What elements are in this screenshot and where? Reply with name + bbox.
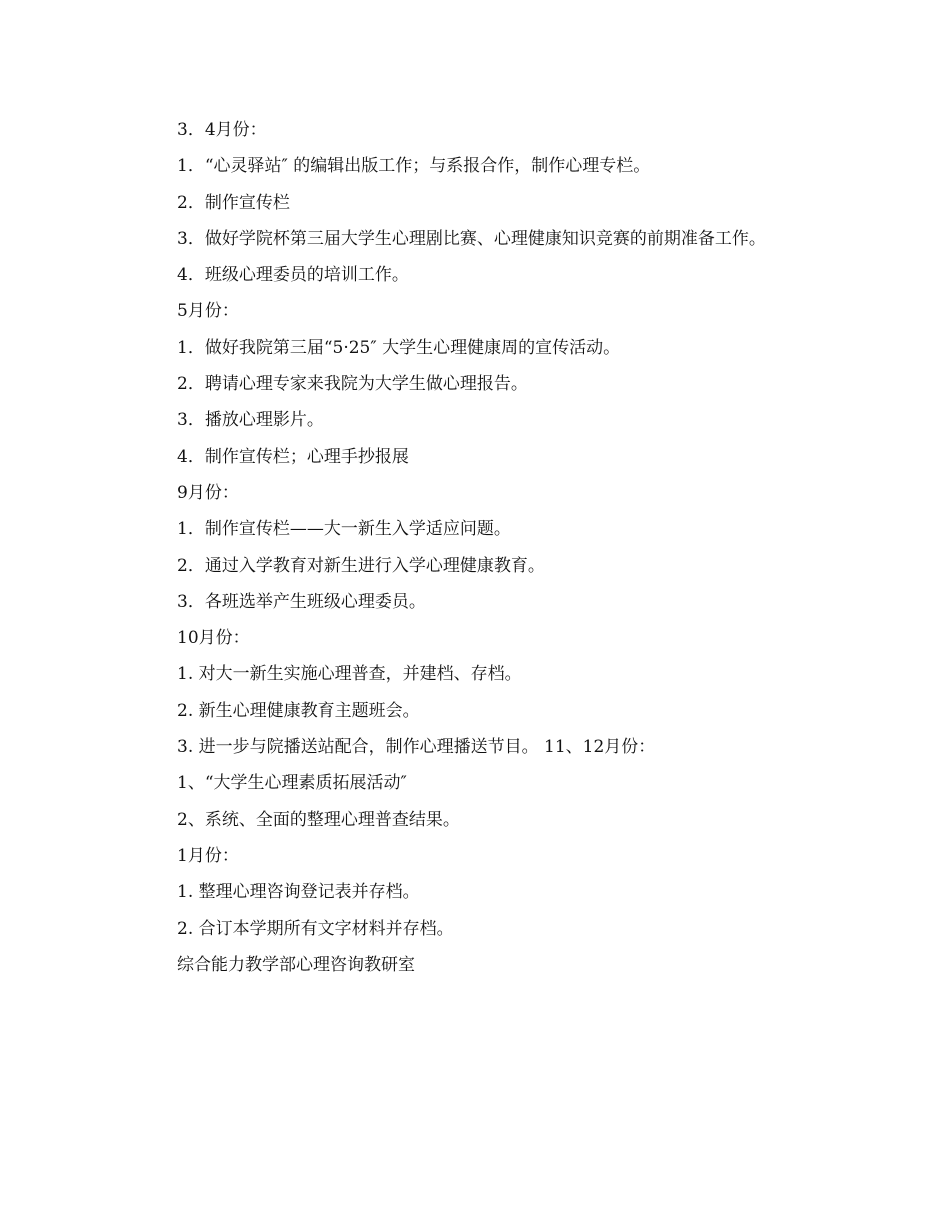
list-item: 1．“心灵驿站″ 的编辑出版工作；与系报合作，制作心理专栏。: [177, 156, 651, 177]
list-item: 2. 合订本学期所有文字材料并存档。: [177, 918, 454, 939]
list-item: 2．通过入学教育对新生进行入学心理健康教育。: [177, 555, 545, 576]
list-item: 2．制作宣传栏: [177, 192, 290, 213]
list-item: 4．班级心理委员的培训工作。: [177, 265, 409, 286]
list-item: 3．做好学院杯第三届大学生心理剧比赛、心理健康知识竞赛的前期准备工作。: [177, 228, 766, 249]
list-item: 1．制作宣传栏——大一新生入学适应问题。: [177, 519, 511, 540]
list-item: 1、“大学生心理素质拓展活动″: [177, 773, 407, 794]
list-item: 1. 整理心理咨询登记表并存档。: [177, 882, 420, 903]
list-item: 3. 进一步与院播送站配合，制作心理播送节目。 11、12月份：: [177, 737, 656, 758]
list-item: 2．聘请心理专家来我院为大学生做心理报告。: [177, 374, 528, 395]
list-item: 3．播放心理影片。: [177, 410, 324, 431]
signature-department: 综合能力教学部心理咨询教研室: [177, 954, 415, 975]
heading-september: 9月份：: [177, 482, 239, 503]
list-item: 1．做好我院第三届“5·25″ 大学生心理健康周的宣传活动。: [177, 337, 621, 358]
list-item: 4．制作宣传栏；心理手抄报展: [177, 446, 409, 467]
list-item: 2. 新生心理健康教育主题班会。: [177, 700, 420, 721]
list-item: 3．各班选举产生班级心理委员。: [177, 591, 426, 612]
list-item: 2、系统、全面的整理心理普查结果。: [177, 809, 460, 830]
heading-march-april: 3．4月份：: [177, 120, 267, 140]
heading-october: 10月份：: [177, 628, 250, 649]
list-item: 1. 对大一新生实施心理普查，并建档、存档。: [177, 664, 522, 685]
document-body: [140, 112, 790, 983]
heading-january: 1月份：: [177, 845, 239, 866]
heading-may: 5月份：: [177, 301, 239, 322]
